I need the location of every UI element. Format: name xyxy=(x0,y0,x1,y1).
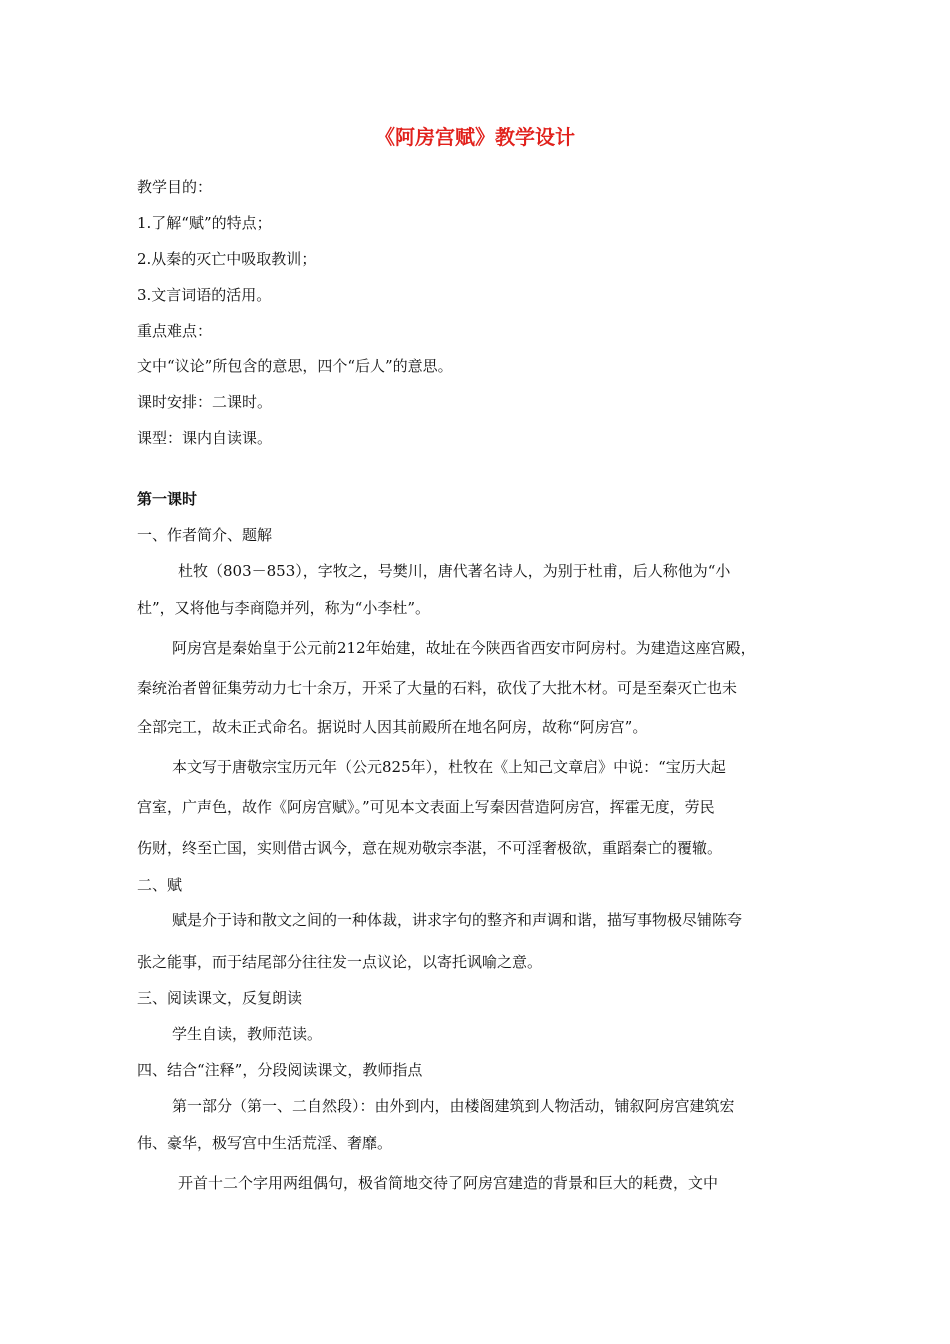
key-points-text: 文中“议论”所包含的意思，四个“后人”的意思。 xyxy=(137,357,453,375)
objectives-heading: 教学目的： xyxy=(137,178,213,196)
lesson1-heading: 第一课时 xyxy=(137,490,198,508)
s1-p2-line3: 全部完工，故未正式命名。据说时人因其前殿所在地名阿房，故称“阿房宫”。 xyxy=(137,718,648,736)
key-points-heading: 重点难点： xyxy=(137,322,213,340)
s1-p2-line2: 秦统治者曾征集劳动力七十余万，开采了大量的石料，砍伐了大批木材。可是至秦灭亡也未 xyxy=(137,679,738,697)
objective-item-3: 3.文言词语的活用。 xyxy=(137,286,272,304)
section1-heading: 一、作者简介、题解 xyxy=(137,526,273,544)
s1-p3-line1: 本文写于唐敬宗宝历元年（公元825年），杜牧在《上知己文章启》中说：“宝历大起 xyxy=(172,758,726,776)
objective-item-1: 1.了解“赋”的特点； xyxy=(137,214,272,232)
s2-p1-line1: 赋是介于诗和散文之间的一种体裁，讲求字句的整齐和声调和谐，描写事物极尽铺陈夸 xyxy=(172,911,743,929)
s2-p1-line2: 张之能事，而于结尾部分往往发一点议论，以寄托讽喻之意。 xyxy=(137,953,543,971)
document-title: 《阿房宫赋》教学设计 xyxy=(375,125,575,149)
s1-p3-line3: 伤财，终至亡国，实则借古讽今，意在规劝敬宗李湛，不可淫奢极欲，重蹈秦亡的覆辙。 xyxy=(137,839,723,857)
s1-p1-line1: 杜牧（803－853），字牧之，号樊川，唐代著名诗人，为别于杜甫，后人称他为“小 xyxy=(178,562,731,580)
s1-p2-line1: 阿房宫是秦始皇于公元前212年始建，故址在今陕西省西安市阿房村。为建造这座宫殿， xyxy=(172,639,756,657)
section3-heading: 三、阅读课文，反复朗读 xyxy=(137,989,303,1007)
lesson-type-text: 课型：课内自读课。 xyxy=(137,429,273,447)
s4-p2-line1: 开首十二个字用两组偶句，极省简地交待了阿房宫建造的背景和巨大的耗费，文中 xyxy=(178,1174,719,1192)
s4-p1-line1: 第一部分（第一、二自然段）：由外到内，由楼阁建筑到人物活动，铺叙阿房宫建筑宏 xyxy=(172,1097,735,1115)
s1-p3-line2: 宫室，广声色，故作《阿房宫赋》。”可见本文表面上写秦因营造阿房宫，挥霍无度，劳民 xyxy=(137,798,715,816)
schedule-text: 课时安排：二课时。 xyxy=(137,393,273,411)
s4-p1-line2: 伟、豪华，极写宫中生活荒淫、奢靡。 xyxy=(137,1134,393,1152)
s3-p1: 学生自读，教师范读。 xyxy=(172,1025,323,1043)
s1-p1-line2: 杜”，又将他与李商隐并列，称为“小李杜”。 xyxy=(137,599,431,617)
section4-heading: 四、结合“注释”，分段阅读课文，教师指点 xyxy=(137,1061,423,1079)
objective-item-2: 2.从秦的灭亡中吸取教训； xyxy=(137,250,317,268)
section2-heading: 二、赋 xyxy=(137,876,183,894)
